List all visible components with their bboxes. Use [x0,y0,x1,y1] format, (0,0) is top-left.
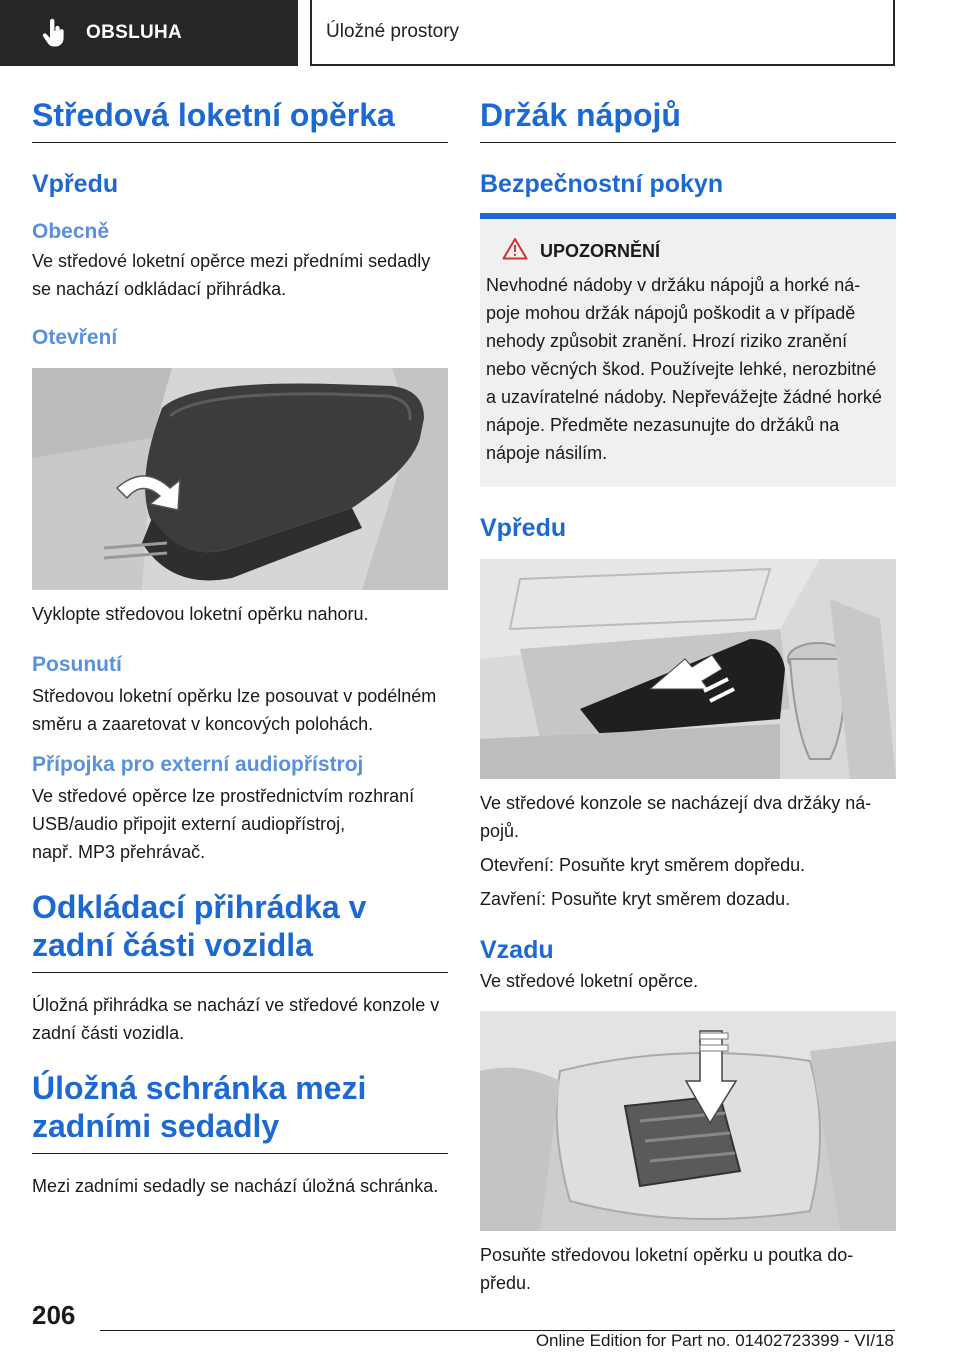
sliding-text: Středovou loketní opěrku lze posouvat v podélném směru a zaaretovat v koncových polohách. [32,686,437,734]
warning-box [480,213,896,487]
audio-heading: Přípojka pro externí audiopřístroj [32,753,364,776]
cupholder-title: Držák nápojů [480,96,896,143]
edition-text: Online Edition for Part no. 01402723399 - VI/18 [535,1331,894,1350]
front-heading: Vpředu [32,170,119,198]
armrest-opening-illustration [32,368,448,590]
rear-compartment-title: Odkládací přihrádka v zadní části vozidla [32,888,448,973]
rear-cupholder-illustration [480,1011,896,1231]
front-cupholder-illustration [480,559,896,779]
rear-cupholder-heading: Vzadu [480,936,554,964]
safety-heading: Bezpečnostní pokyn [480,170,724,198]
section-label: OBSLUHA [86,22,183,43]
armrest-title: Středová loketní opěrka [32,96,448,143]
hand-pointer-icon [36,15,72,51]
audio-text-1: Ve středové opěrce lze prostřednictvím rozhraní USB/audio připojit externí audiopřístroj, [32,786,415,834]
rear-seats-title: Úložná schránka mezi zadními sedadly [32,1069,448,1154]
front-close-text: Zavření: Posuňte kryt směrem dozadu. [480,889,791,909]
front-cupholder-heading: Vpředu [480,514,567,542]
right-column [480,96,896,1297]
general-heading: Obecně [32,220,110,243]
warning-triangle-icon [502,237,540,265]
rear-cupholder-text: Ve středové loketní opěrce. [480,971,699,991]
sliding-heading: Posunutí [32,653,122,676]
warning-text: Nevhodné nádoby v držáku nápojů a horké nápoje mohou držák nápojů poškodit a v případě nehody způsobit zranění. Hrozí riziko zranění nebo věcných škod. Používejte lehké, nerozbitné a uzavíratelné nádoby. Nepřevážejte žádné horké nápoje. Předměte nezasunujte do držáků na nápoje násilím. [486,275,882,463]
left-column [32,96,448,1200]
warning-header [486,237,888,265]
page-header [0,0,960,68]
rear-cupholder-caption: Posuňte středovou loketní opěrku u poutka dopředu. [480,1245,854,1293]
rear-seats-text: Mezi zadními sedadly se nachází úložná schránka. [32,1176,439,1196]
front-open-text: Otevření: Posuňte kryt směrem dopředu. [480,855,806,875]
general-text: Ve středové loketní opěrce mezi předními sedadly se nachází odkládací přihrádka. [32,251,431,299]
audio-text-2: např. MP3 přehrávač. [32,842,206,862]
opening-caption: Vyklopte středovou loketní opěrku nahoru. [32,604,369,624]
opening-heading: Otevření [32,326,118,349]
front-cupholder-text: Ve středové konzole se nacházejí dva držáky nápojů. [480,793,872,841]
rear-compartment-text: Úložná přihrádka se nachází ve středové konzole v zadní části vozidla. [32,995,440,1043]
warning-label: UPOZORNĚNÍ [540,240,661,261]
page-number: 206 [32,1300,76,1330]
section-tab [0,0,298,66]
page-title: Úložné prostory [310,0,895,66]
